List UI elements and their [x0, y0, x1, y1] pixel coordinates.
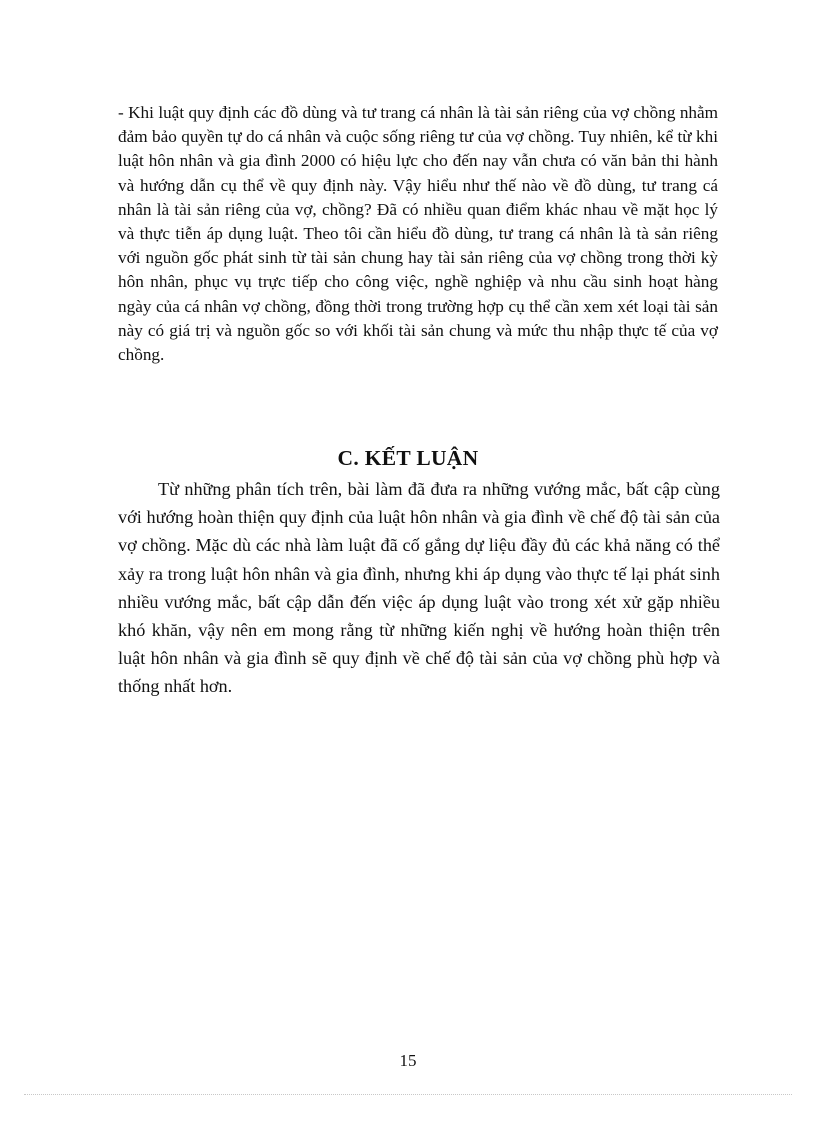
- page-bottom-divider: [24, 1094, 792, 1095]
- body-paragraph-conclusion: Từ những phân tích trên, bài làm đã đưa ra những vướng mắc, bất cập cùng với hướng hoàn thiện quy định của luật hôn nhân và gia đình về chế độ tài sản của vợ chồng. Mặc dù các nhà làm luật đã cố gắng dự liệu đầy đủ các khả năng có thể xảy ra trong luật hôn nhân và gia đình, nhưng khi áp dụng vào thực tế lại phát sinh nhiều vướng mắc, bất cập dẫn đến việc áp dụng luật vào trong xét xử gặp nhiều khó khăn, vậy nên em mong rằng từ những kiến nghị về hướng hoàn thiện trên luật hôn nhân và gia đình sẽ quy định về chế độ tài sản của vợ chồng phù hợp và thống nhất hơn.: [118, 479, 720, 697]
- page-number: 15: [399, 1051, 417, 1070]
- section-heading-conclusion: C. KẾT LUẬN: [337, 446, 479, 470]
- body-paragraph-personal-property: - Khi luật quy định các đồ dùng và tư trang cá nhân là tài sản riêng của vợ chồng nhằm đảm bảo quyền tự do cá nhân và cuộc sống riêng tư của vợ chồng. Tuy nhiên, kể từ khi luật hôn nhân và gia đình 2000 có hiệu lực cho đến nay vẫn chưa có văn bản thi hành và hướng dẫn cụ thể về quy định này. Vậy hiểu như thế nào về đồ dùng, tư trang cá nhân là tài sản riêng của vợ, chồng? Đã có nhiều quan điểm khác nhau về mặt học lý và thực tiễn áp dụng luật. Theo tôi cần hiểu đồ dùng, tư trang cá nhân là tà sản riêng với nguồn gốc phát sinh từ tài sản chung hay tài sản riêng của vợ chồng trong thời kỳ hôn nhân, phục vụ trực tiếp cho công việc, nghề nghiệp và nhu cầu sinh hoạt hàng ngày của cá nhân vợ chồng, đồng thời trong trường hợp cụ thể cần xem xét loại tài sản này có giá trị và nguồn gốc so với khối tài sản chung và mức thu nhập thực tế của vợ chồng.: [118, 103, 718, 365]
